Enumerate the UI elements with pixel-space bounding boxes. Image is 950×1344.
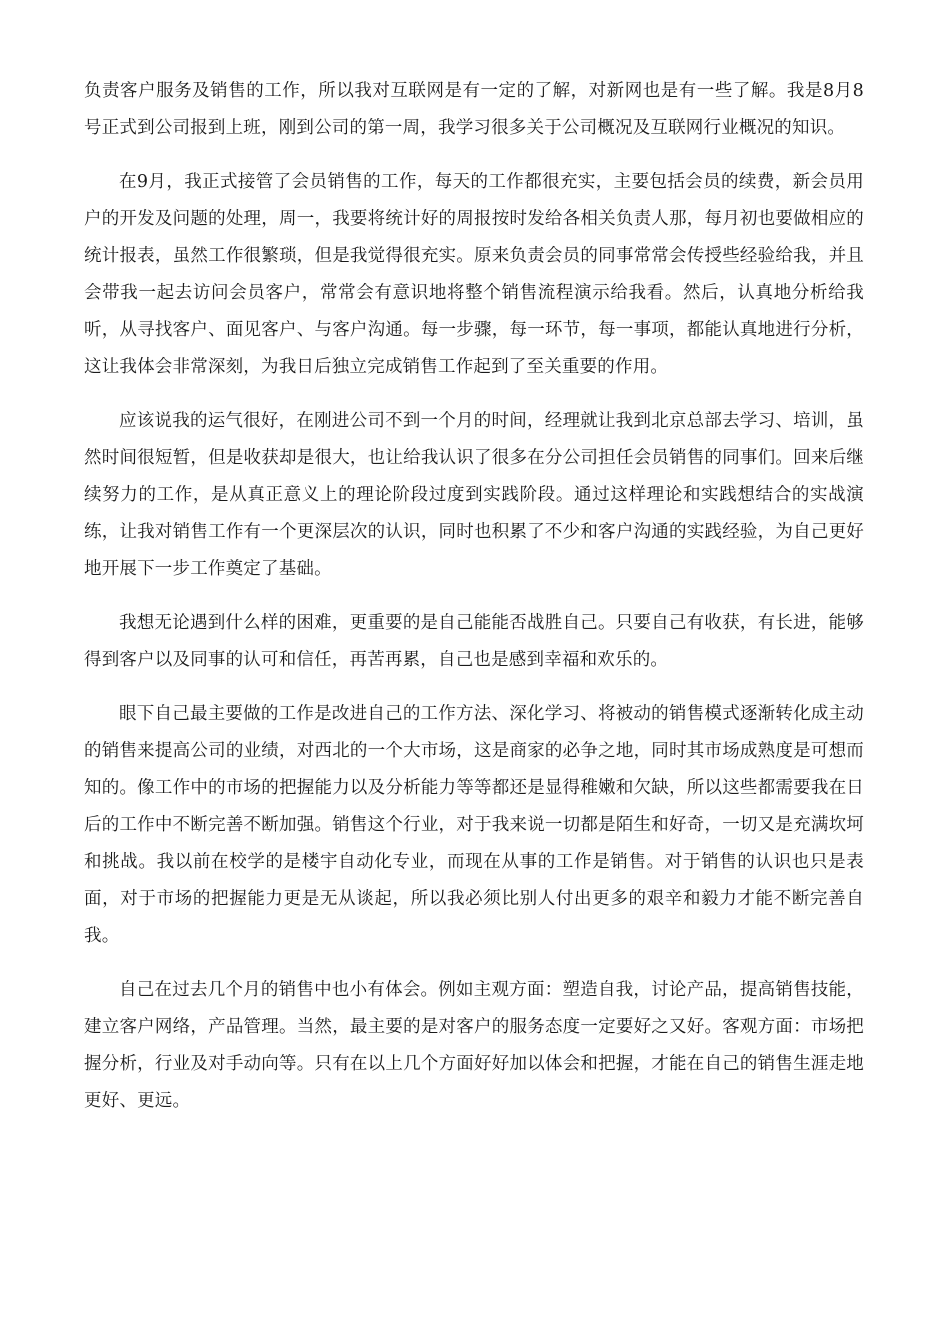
paragraph-2: 在9月，我正式接管了会员销售的工作，每天的工作都很充实，主要包括会员的续费，新会员用户的开发及问题的处理，周一，我要将统计好的周报按时发给各相关负责人那，每月初也要做相应的统计报表，虽然工作很繁琐，但是我觉得很充实。原来负责会员的同事常常会传授些经验给我，并且会带我一起去访问会员客户，常常会有意识地将整个销售流程演示给我看。然后，认真地分析给我听，从寻找客户、面见客户、与客户沟通。每一步骤，每一环节，每一事项，都能认真地进行分析，这让我体会非常深刻，为我日后独立完成销售工作起到了至关重要的作用。	[84, 172, 864, 377]
paragraph-4: 我想无论遇到什么样的困难，更重要的是自己能能否战胜自己。只要自己有收获，有长进，能够得到客户以及同事的认可和信任，再苦再累，自己也是感到幸福和欢乐的。	[84, 613, 864, 670]
paragraph-3: 应该说我的运气很好，在刚进公司不到一个月的时间，经理就让我到北京总部去学习、培训，虽然时间很短暂，但是收获却是很大，也让给我认识了很多在分公司担任会员销售的同事们。回来后继续努力的工作，是从真正意义上的理论阶段过度到实践阶段。通过这样理论和实践想结合的实战演练，让我对销售工作有一个更深层次的认识，同时也积累了不少和客户沟通的实践经验，为自己更好地开展下一步工作奠定了基础。	[84, 411, 864, 579]
paragraph-6: 自己在过去几个月的销售中也小有体会。例如主观方面：塑造自我，讨论产品，提高销售技能，建立客户网络，产品管理。当然，最主要的是对客户的服务态度一定要好之又好。客观方面：市场把握分析，行业及对手动向等。只有在以上几个方面好好加以体会和把握，才能在自己的销售生涯走地更好、更远。	[84, 980, 864, 1111]
paragraph-5: 眼下自己最主要做的工作是改进自己的工作方法、深化学习、将被动的销售模式逐渐转化成主动的销售来提高公司的业绩，对西北的一个大市场，这是商家的必争之地，同时其市场成熟度是可想而知的。像工作中的市场的把握能力以及分析能力等等都还是显得稚嫩和欠缺，所以这些都需要我在日后的工作中不断完善不断加强。销售这个行业，对于我来说一切都是陌生和好奇，一切又是充满坎坷和挑战。我以前在校学的是楼宇自动化专业，而现在从事的工作是销售。对于销售的认识也只是表面，对于市场的把握能力更是无从谈起，所以我必须比别人付出更多的艰辛和毅力才能不断完善自我。	[84, 704, 864, 946]
paragraph-1: 负责客户服务及销售的工作，所以我对互联网是有一定的了解，对新网也是有一些了解。我是8月8号正式到公司报到上班，刚到公司的第一周，我学习很多关于公司概况及互联网行业概况的知识。	[84, 81, 864, 138]
document-body	[84, 73, 864, 1137]
